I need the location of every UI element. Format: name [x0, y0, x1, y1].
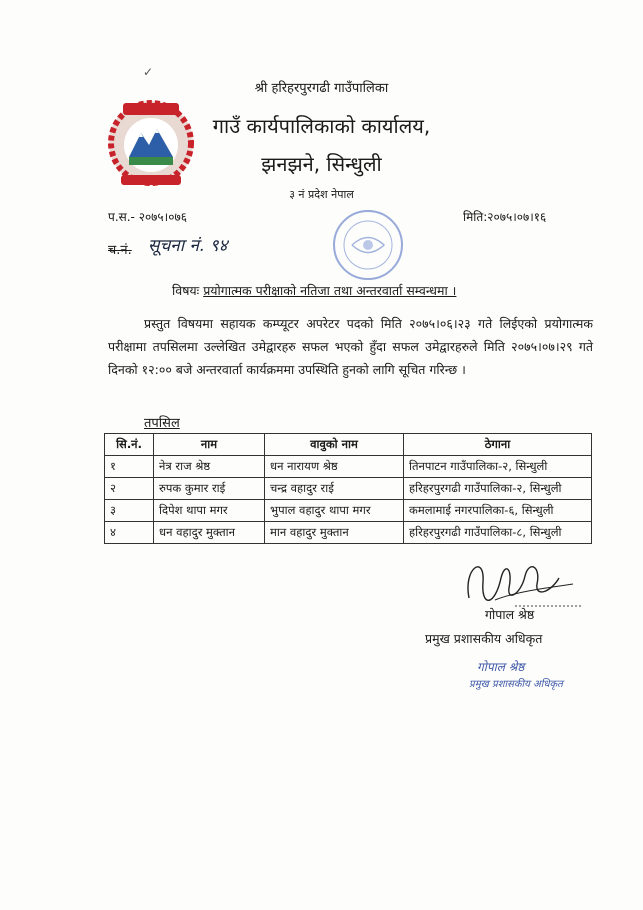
- col-sn-header: सि.नं.: [105, 434, 154, 456]
- col-father-header: वावुको नाम: [265, 434, 404, 456]
- cn-label: च.नं.: [108, 243, 132, 258]
- notice-body: प्रस्तुत विषयमा सहायक कम्प्यूटर अपरेटर पदको मिति २०७५।०६।२३ गते लिईएको प्रयोगात्मक परीक्षामा तपसिलमा उल्लेखित उमेद्वारहरु सफल भएको हुँदा सफल उमेद्वारहरुले मिति २०७५।०७।२९ गते दिनको १२:०० बजे अन्तरवार्ता कार्यक्रममा उपस्थिति हुनको लागि सूचित गरिन्छ ।: [108, 316, 593, 377]
- table-row: [105, 500, 592, 522]
- row-father: मान वहादुर मुक्तान: [265, 522, 404, 544]
- row-sn: १: [105, 456, 154, 478]
- row-address: हरिहरपुरगढी गाउँपालिका-८, सिन्धुली: [404, 522, 592, 544]
- col-address-header: ठेगाना: [404, 434, 592, 456]
- table-caption: तपसिल: [144, 416, 180, 431]
- table-row: [105, 478, 592, 500]
- row-name: रुपक कुमार राई: [154, 478, 265, 500]
- office-location: झनझने, सिन्धुली: [261, 152, 382, 176]
- row-sn: २: [105, 478, 154, 500]
- table-row: [105, 456, 592, 478]
- row-address: कमलामाई नगरपालिका-६, सिन्धुली: [404, 500, 592, 522]
- signatory-title: प्रमुख प्रशासकीय अधिकृत: [425, 631, 543, 646]
- table-header-row: [105, 434, 592, 456]
- results-table: [104, 433, 592, 544]
- col-name-header: नाम: [154, 434, 265, 456]
- table-row: [105, 522, 592, 544]
- office-seal-icon: [322, 202, 414, 288]
- subject-text: प्रयोगात्मक परीक्षाको नतिजा तथा अन्तरवार्ता सम्वन्धमा ।: [203, 283, 457, 298]
- row-sn: ४: [105, 522, 154, 544]
- stamp-title: प्रमुख प्रशासकीय अधिकृत: [469, 679, 563, 690]
- notice-number-handwritten: सूचना नं. ९४: [148, 236, 228, 256]
- office-title: गाउँ कार्यपालिकाको कार्यालय,: [212, 114, 431, 138]
- row-name: दिपेश थापा मगर: [154, 500, 265, 522]
- signatory-name: गोपाल श्रेष्ठ: [485, 607, 535, 622]
- letter-date: मिति:२०७५।०७।१६: [463, 210, 547, 224]
- row-name: नेत्र राज श्रेष्ठ: [154, 456, 265, 478]
- row-father: भुपाल वहादुर थापा मगर: [265, 500, 404, 522]
- row-name: धन वहादुर मुक्तान: [154, 522, 265, 544]
- province-line: ३ नं प्रदेश नेपाल: [289, 188, 354, 201]
- row-address: तिनपाटन गाउँपालिका-२, सिन्धुली: [404, 456, 592, 478]
- subject-label: विषयः: [172, 283, 200, 298]
- row-address: हरिहरपुरगढी गाउँपालिका-२, सिन्धुली: [404, 478, 592, 500]
- row-father: चन्द्र वहादुर राई: [265, 478, 404, 500]
- fiscal-year: प.स.- २०७५।०७६: [108, 210, 187, 224]
- pen-mark-icon: ✓: [143, 65, 154, 79]
- subject-line: [172, 282, 456, 299]
- municipality-name: श्री हरिहरपुरगढी गाउँपालिका: [254, 81, 389, 96]
- stamp-name: गोपाल श्रेष्ठ: [477, 660, 525, 674]
- row-sn: ३: [105, 500, 154, 522]
- row-father: धन नारायण श्रेष्ठ: [265, 456, 404, 478]
